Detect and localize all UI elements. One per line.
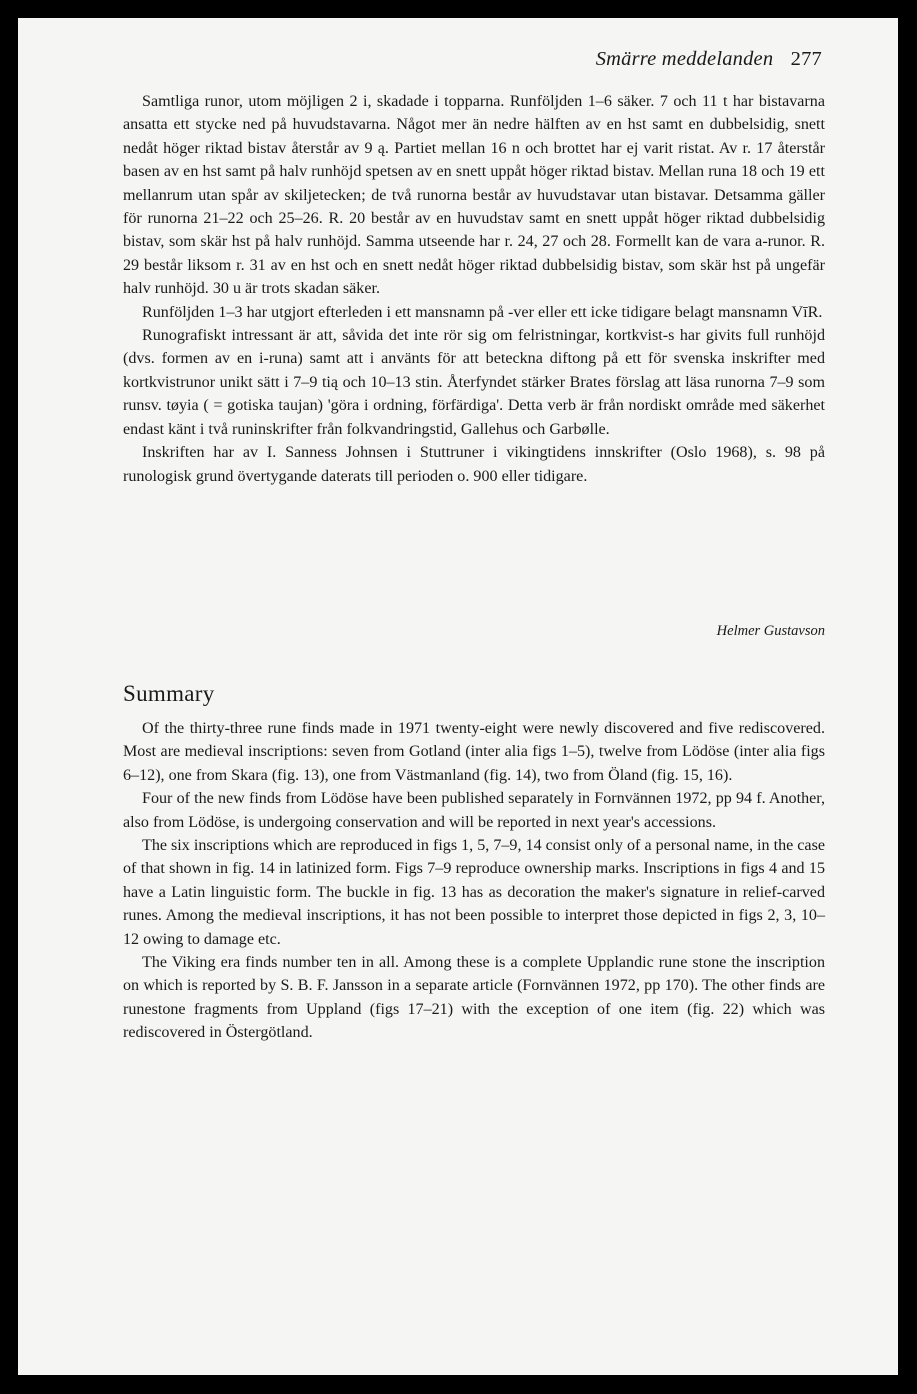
paragraph: Runografiskt intressant är att, såvida det inte rör sig om felristningar, kortkvist-s har givits full runhöjd (dvs. formen av en i-runa) samt att i använts för att beteckna diftong på ett för svenska inskrifter med kortkvistrunor unikt sätt i 7–9 tią och 10–13 stin. Återfyndet stärker Brates förslag att läsa runorna 7–9 som runsv. tøyia ( = gotiska taujan) 'göra i ordning, förfärdiga'. Detta verb är från nordiskt område med säkerhet endast känt i två runinskrifter från folkvandringstid, Gallehus och Garbølle. xyxy=(123,327,825,438)
author-signature: Helmer Gustavson xyxy=(716,623,825,639)
paragraph: The Viking era finds number ten in all. Among these is a complete Upplandic rune stone the inscription on which is reported by S. B. F. Jansson in a separate article (Fornvännen 1972, pp 170). The other finds are runestone fragments from Uppland (figs 17–21) with the exception of one item (fig. 22) which was rediscovered in Östergötland. xyxy=(123,954,825,1042)
paragraph: Inskriften har av I. Sanness Johnsen i Stuttruner i vikingtidens innskrifter (Oslo 1968), s. 98 på runologisk grund övertygande daterats till perioden o. 900 eller tidigare. xyxy=(123,444,825,485)
paragraph: Four of the new finds from Lödöse have been published separately in Fornvännen 1972, pp 94 f. Another, also from Lödöse, is undergoing conservation and will be reported in next year's accessions. xyxy=(123,790,825,831)
page-number: 277 xyxy=(790,48,822,70)
paragraph: The six inscriptions which are reproduced in figs 1, 5, 7–9, 14 consist only of a personal name, in the case of that shown in fig. 14 in latinized form. Figs 7–9 reproduce ownership marks. Inscriptions in figs 4 and 15 have a Latin linguistic form. The buckle in fig. 13 has as decoration the maker's signature in relief-carved runes. Among the medieval inscriptions, it has not been possible to interpret those depicted in figs 2, 3, 10–12 owing to damage etc. xyxy=(123,837,825,948)
summary-text xyxy=(123,717,825,1045)
paragraph: Runföljden 1–3 har utgjort efterleden i ett mansnamn på -ver eller ett icke tidigare belagt mansnamn VīR. xyxy=(142,303,823,321)
paragraph: Samtliga runor, utom möjligen 2 i, skadade i topparna. Runföljden 1–6 säker. 7 och 11 t har bistavarna ansatta ett stycke ned på huvudstavarna. Något mer än nedre hälften av en hst samt en dubbelsidig, snett nedåt höger riktad bistav återstår av 9 ą. Partiet mellan 16 n och brottet har ej varit ristat. Av r. 17 återstår basen av en hst samt på halv runhöjd spetsen av en snett uppåt höger riktad bistav. Mellan runa 18 och 19 ett mellanrum utan spår av skiljetecken; de två runorna består av huvudstavar utan bistavar. Detsamma gäller för runorna 21–22 och 25–26. R. 20 består av en huvudstav samt en snett uppåt höger riktad dubbelsidig bistav, som skär hst på halv runhöjd. Samma utseende har r. 24, 27 och 28. Formellt kan de vara a-runor. R. 29 består liksom r. 31 av en hst och en snett nedåt höger riktad dubbelsidig bistav, som skär hst på ungefär halv runhöjd. 30 u är trots skadan säker. xyxy=(123,93,825,298)
page xyxy=(18,18,898,1375)
running-header xyxy=(596,48,822,71)
paragraph: Of the thirty-three rune finds made in 1971 twenty-eight were newly discovered and five rediscovered. Most are medieval inscriptions: seven from Gotland (inter alia figs 1–5), twelve from Lödöse (inter alia figs 6–12), one from Skara (fig. 13), one from Västmanland (fig. 14), two from Öland (fig. 15, 16). xyxy=(123,720,825,784)
swedish-text xyxy=(123,90,825,488)
summary-heading: Summary xyxy=(123,681,215,706)
running-title: Smärre meddelanden xyxy=(595,48,774,70)
